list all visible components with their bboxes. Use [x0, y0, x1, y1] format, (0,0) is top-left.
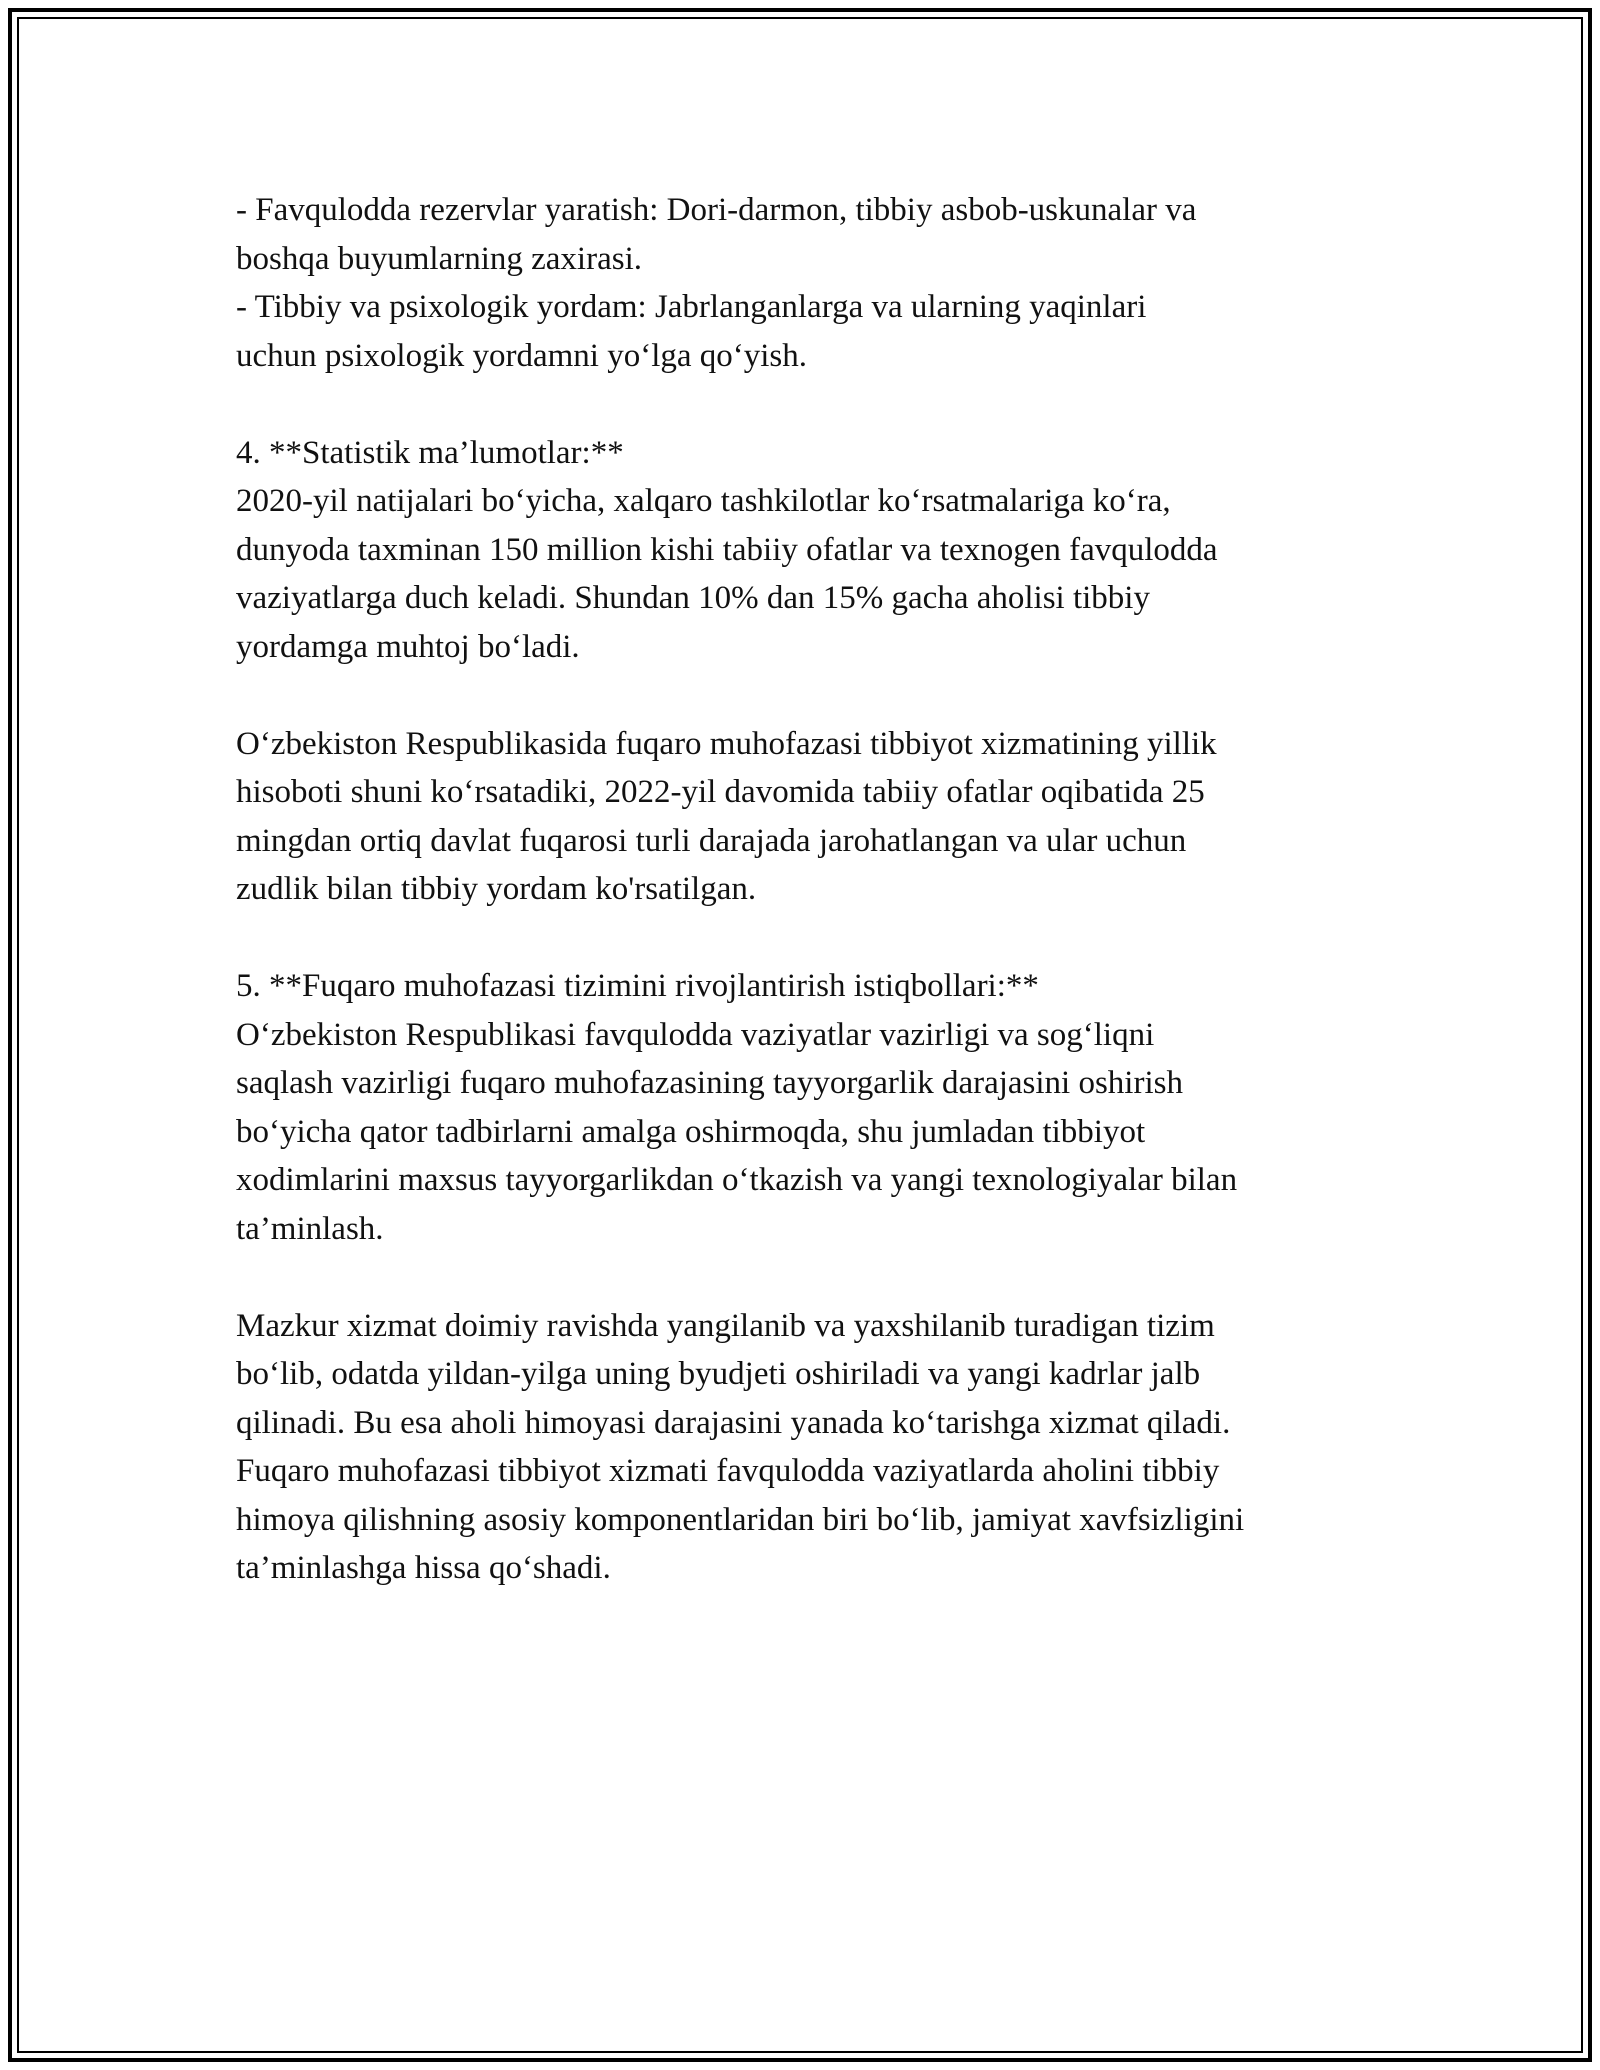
spacer: [236, 914, 1366, 963]
document-body: [236, 186, 1366, 1593]
bullet-emergency-reserves: - Favqulodda rezervlar yaratish: Dori-darmon, tibbiy asbob-uskunalar va boshqa buyumlarning zaxirasi.: [236, 192, 1197, 277]
section-4-paragraph-1: 2020-yil natijalari bo‘yicha, xalqaro tashkilotlar ko‘rsatmalariga ko‘ra, dunyoda taxminan 150 million kishi tabiiy ofatlar va texnogen favqulodda vaziyatlarga duch keladi. Shundan 10% dan 15% gacha aholisi tibbiy yordamga muhtoj bo‘ladi.: [236, 483, 1218, 665]
conclusion-paragraph: Mazkur xizmat doimiy ravishda yangilanib va yaxshilanib turadigan tizim bo‘lib, odatda yildan-yilga uning byudjeti oshiriladi va yangi kadrlar jalb qilinadi. Bu esa aholi himoyasi darajasini yanada ko‘tarishga xizmat qiladi. Fuqaro muhofazasi tibbiyot xizmati favqulodda vaziyatlarda aholini tibbiy himoya qilishning asosiy komponentlaridan biri bo‘lib, jamiyat xavfsizligini ta’minlashga hissa qo‘shadi.: [236, 1307, 1245, 1586]
section-4-paragraph-2: O‘zbekiston Respublikasida fuqaro muhofazasi tibbiyot xizmatining yillik hisoboti shuni ko‘rsatadiki, 2022-yil davomida tabiiy ofatlar oqibatida 25 mingdan ortiq davlat fuqarosi turli darajada jarohatlangan va ular uchun zudlik bilan tibbiy yordam ko'rsatilgan.: [236, 725, 1217, 907]
spacer: [236, 380, 1366, 429]
bullet-medical-psychological-help: - Tibbiy va psixologik yordam: Jabrlanganlarga va ularning yaqinlari uchun psixologik yordamni yo‘lga qo‘yish.: [236, 289, 1147, 374]
section-4-heading: 4. **Statistik ma’lumotlar:**: [236, 434, 624, 471]
section-5-heading: 5. **Fuqaro muhofazasi tizimini rivojlantirish istiqbollari:**: [236, 968, 1039, 1004]
spacer: [236, 671, 1366, 720]
section-5-paragraph-1: O‘zbekiston Respublikasi favqulodda vaziyatlar vazirligi va sog‘liqni saqlash vazirligi fuqaro muhofazasining tayyorgarlik darajasini oshirish bo‘yicha qator tadbirlarni amalga oshirmoqda, shu jumladan tibbiyot xodimlarini maxsus tayyorgarlikdan o‘tkazish va yangi texnologiyalar bilan ta’minlash.: [236, 1016, 1238, 1247]
spacer: [236, 1253, 1366, 1302]
